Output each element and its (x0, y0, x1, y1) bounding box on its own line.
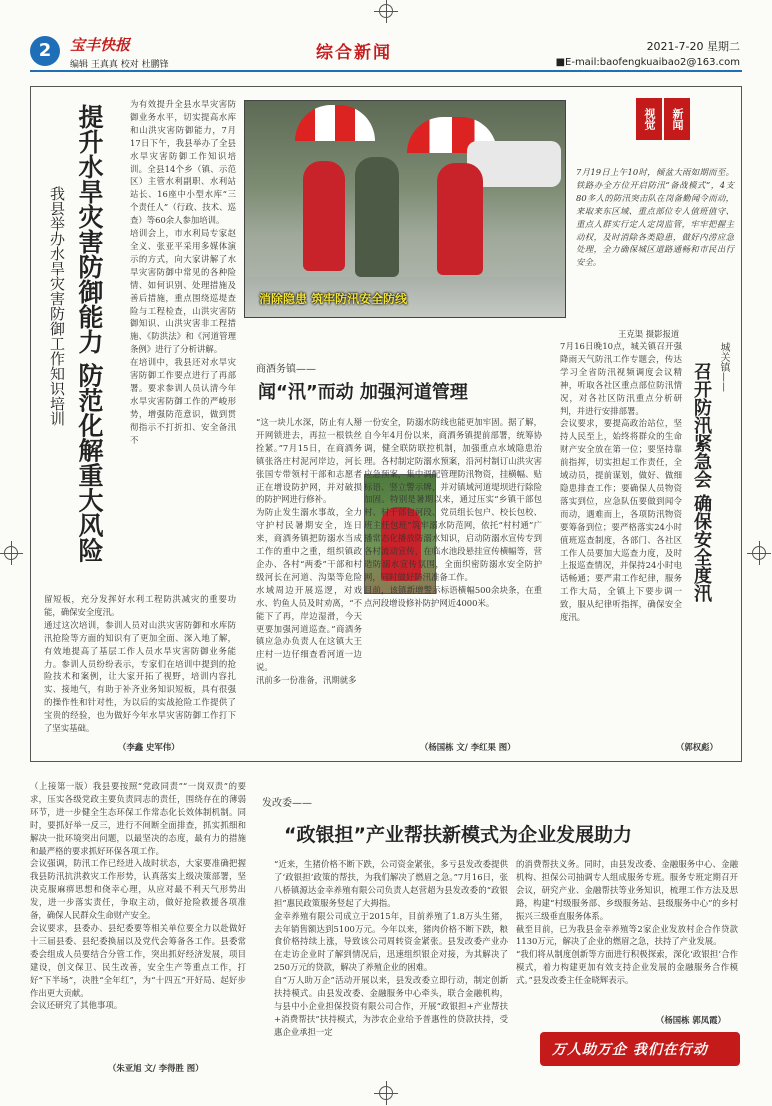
story1-body-bottom: 留短板，充分发挥好水利工程防洪减灾的重要功能，确保安全度汛。 通过这次培训，参训人员对山洪灾害防御和水库防汛抢险等方面的知识有了更加全面、深入地了解，有效地提高了基层工作人员水旱灾害防御业务能力。参训人员纷纷表示，专家们在培训中提到的抢险技术和案例，让大家开拓了视野，培训内容扎实、接地气，有助于补齐业务知识短板，具有很强的操作性和针对性，为以后的实战抢险工作提供了宝贵的经验，也为做好今年水旱灾害防御工作打下了坚实基础。 (44, 594, 236, 734)
story2-col1: “这一块儿水深，防止有人掰开网锁进去，再拉一根铁丝拴紧。”7月15日，在商酒务镇张洛庄村泥河岸边，河长张国专带领村干部和志愿者正在增设防护网，并对破损的防护网进行修补。 为防止发生溺水事故，全力守护村民暑期安全，连日来，商酒务镇把防溺水当成工作的重中之重，组织镇政企办、各村“两委”干部和村级河长在河道、沟渠等危险水域周边开展巡逻，对戏水、钓鱼人员及时劝离，“不能下了再，岸边湿滑，今天更要加强河道巡查。”商酒务镇应急办负责人在这镇大王庄村一边仔细查看河道一边说。 汛前多一份准备，汛期就多 (256, 417, 362, 686)
worker-center (355, 157, 399, 277)
story5-col2: 的消费帮扶义务。同时，由县发改委、金融服务中心、金融机构、担保公司抽调专人组成服务专班。服务专班定期召开会议，研究产业、金融帮扶等业务知识，梳理工作方法及思路，构建“村级服务部、乡级服务站、县级服务中心”的乡村振兴三级垂直服务体系。 截至目前，已为我县金幸养殖等2家企业发放村企合作贷款1130万元，解决了企业的燃眉之急，扶持了产业发展。 “我们将从制度创新等方面进行积极探索，深化‘政银担’合作模式，着力构建更加有效支持企业发展的金融服务合作模式。”县发改委主任金晓辉表示。 (516, 859, 738, 986)
story2-col2: 一份安全，防溺水防线也能更加牢固。据了解，自今年4月份以来，商酒务镇提前部署，统筹协调，健全联防联控机制，加强重点水域隐患治理。各村制定防溺水预案，沿河村制订山洪灾害应急预案，集中调配管理防汛物资，挂横幅、贴标语、竖立警示牌，并对镇域河道堤坝进行除险加固。特别是暑期以来，通过压实“乡镇干部包村、村干部包河段、党员组长包户、校长包校、班主任包班”筑牢溺水防范网，依托“村村通”广播常态化播放防溺水知识，启动防溺水宣传专到各村流动宣传，在临水池段悬挂宣传横幅等，营造防溺水宣传氛围，全面织密防溺水安全防护网，同时做好防汛准备工作。 目前，该镇新增警示标语横幅500余块条，在重点河段增设修补防护网近4000米。 (364, 417, 542, 608)
story5-kicker: 发改委—— (262, 798, 312, 809)
campaign-banner (540, 1032, 740, 1066)
flood-patrol-photo (244, 100, 566, 318)
volunteer-left (303, 161, 345, 271)
story4-column (30, 780, 250, 1074)
story3-body: 7月16日晚10点，城关镇召开强降雨天气防汛工作专题会，传达学习全省防汛视频调度会议精神，听取各社区重点部位防汛情况，对各社区防汛重点分析研判，并进行安排部署。 会议要求，要提高政治站位，坚持人民至上，始终将群众的生命财产安全放在第一位；要坚持靠前指挥，切实担起工作责任，全域动员，提前谋划，做好、做细隐患排查工作；要确保人员物资落实到位，应急队伍要做到闻令而动，遇难而上，各项防汛物资要筹备到位；要严格落实24小时值班巡查制度，各部门、各社区工作人员要加大巡查力度，及时上报巡查情况，并保持24小时电话畅通；要严肃工作纪律，服务工作大局，全镇上下要步调一致，服从纪律听指挥，确保安全度汛。 (560, 341, 682, 623)
story4-body: （上接第一版）我县要按照“党政同责”“一岗双责”的要求，压实各级党政主要负责同志的责任，围绕存在的薄弱环节，进一步健全生态环保工作常态化长效体制机制。同时，要抓好举一反三，进行不间断全面排查，抓实抓细和解决一批环境突出问题，以最坚决的态度，最有力的措施和最严格的要求抓好环保各项工作。 会议强调，防汛工作已经进入战时状态，大家要准确把握我县防汛抗洪救灾工作形势，认真落实上级决策部署，坚决克服麻痹思想和侥幸心理，从应对最不利天气形势出发，进一步落实责任，争取主动，做好抢险救援各项准备，确保人民群众生命财产安全。 会议要求，县委办、县纪委要等相关单位要全力以赴做好十三届县委、县纪委换届以及党代会筹备各工作。县委常委会组成人员要结合分管工作，突出抓好经济发展，项目建设，创文保卫、民生改善，安全生产等重点工作，打好“下半场”，决胜“全年红”，为“十四五”开好局、起好步作出更大贡献。 会议还研究了其他事项。 (30, 781, 246, 1011)
volunteer-right (437, 163, 483, 275)
page-number: 2 (30, 36, 60, 66)
story3-kicker: 城关镇—— (718, 342, 729, 392)
photo-caption: 消除隐患 筑牢防汛安全防线 (259, 292, 408, 306)
story5-col1: “近来，生猪价格不断下跌，公司资金紧张，多亏县发改委提供了‘政银担’政策的帮扶，为我们解决了燃眉之急。”7月16日，张八桥镇源达金幸养殖有限公司负责人赵营超为县发改委的“政银担”惠民政策服务竖起了大拇指。 金幸养殖有限公司成立于2015年，目前养殖了1.8万头生猪，去年销售额达到5100万元。今年以来，猪肉价格不断下跌，粮食价格持续上涨，导致该公司周转资金紧张。县发改委产业办在走访企业时了解到情况后，迅速组织银企对接，为其解决了250万元的贷款，解决了养殖企业的困难。 自“万人助万企”活动开展以来，县发改委立即行动，制定创新扶持模式。由县发改委、金融服务中心牵头，联合金融机构，与县中小企业担保投资有限公司合作，开展“政银担+产业帮扶+消费帮扶”扶持模式，为涉农企业给予普惠性的贷款扶持，受惠企业承担一定 (274, 859, 508, 1037)
photo-credit: 王克渠 摄影报道 (618, 329, 680, 339)
crop-mark-right (752, 546, 766, 560)
badge-news: 新闻 (664, 98, 690, 140)
banner-text: 万人助万企 我们在行动 (552, 1042, 708, 1058)
story3-headline: 召开防汛紧急会 确保安全度汛 (691, 362, 712, 603)
visual-news-badge (598, 98, 688, 144)
editor-credits: 编辑 王真真 校对 杜鹏锋 (70, 60, 169, 70)
header-rule (30, 70, 742, 72)
story1-body-top: 为有效提升全县水旱灾害防御业务水平，切实提高水库和山洪灾害防御能力，7月17日下午，我县举办了全县水旱灾害防御工作知识培训。全县14个乡（镇、示范区）主管水利副职、水利站站长、16座中小型水库“三个责任人”（行政、技术、巡查）等60余人参加培训。 培训会上，市水利局专家赵全义、张亚平采用多媒体演示的方式，向大家讲解了水旱灾害防御中常见的各种险情、如何识别、处理措施及善后措施，重点围绕巡堤查险与工程检查，山洪灾害防御知识、山洪灾害非工程措施、《防洪法》和《河道管理条例》进行了分析讲解。 在培训中，我县还对水旱灾害防御工作要点进行了再部署。要求参训人员认清今年水旱灾害防御工作的严峻形势，增强防范意识，做到贯彻指示不打折扣、安全备汛不 (130, 99, 236, 445)
story5-block (256, 780, 742, 1074)
story1-credit: （李鑫 史军伟） (118, 742, 180, 752)
page-header (30, 36, 742, 70)
masthead: 宝丰快报 (70, 36, 131, 54)
story1-subheadline: 我县举办水旱灾害防御工作知识培训 (48, 186, 66, 426)
photo-description: 7月19日上午10时，倾盆大雨如期而至。铁路办全方位开启防汛“备战模式”，4支80多人的防汛突击队在岗备勤闻令而动，来取来东区域、重点部位专人值班值守、重点人群实行定人定岗监管，牢牢把握主动权，及时消除各类隐患，做好内涝应急处理，全力确保城区道路通畅和市民出行安全。 (576, 167, 734, 268)
contact-email: ■E-mail:baofengkuaibao2@163.com (555, 57, 740, 68)
umbrella-left (295, 105, 375, 141)
crop-mark-left (4, 546, 18, 560)
story2-headline: 闻“汛”而动 加强河道管理 (258, 382, 468, 403)
crop-mark-top (379, 4, 393, 18)
story5-headline: “政银担”产业帮扶新模式为企业发展助力 (284, 824, 632, 846)
badge-visual: 视觉 (636, 98, 662, 140)
story5-credit: （杨国栋 郭凤霞） (656, 1015, 726, 1025)
story3-credit: （郭权彪） (676, 742, 718, 752)
section-title: 综合新闻 (316, 43, 392, 63)
issue-date: 2021-7-20 星期二 (646, 40, 740, 53)
story4-credit: （朱亚旭 文/ 李得胜 图） (108, 1063, 204, 1073)
crop-mark-bottom (379, 1086, 393, 1100)
story2-credit: （杨国栋 文/ 李红果 图） (420, 742, 516, 752)
story1-headline: 提升水旱灾害防御能力 防范化解重大风险 (75, 104, 104, 563)
story2-kicker: 商酒务镇—— (256, 364, 316, 375)
